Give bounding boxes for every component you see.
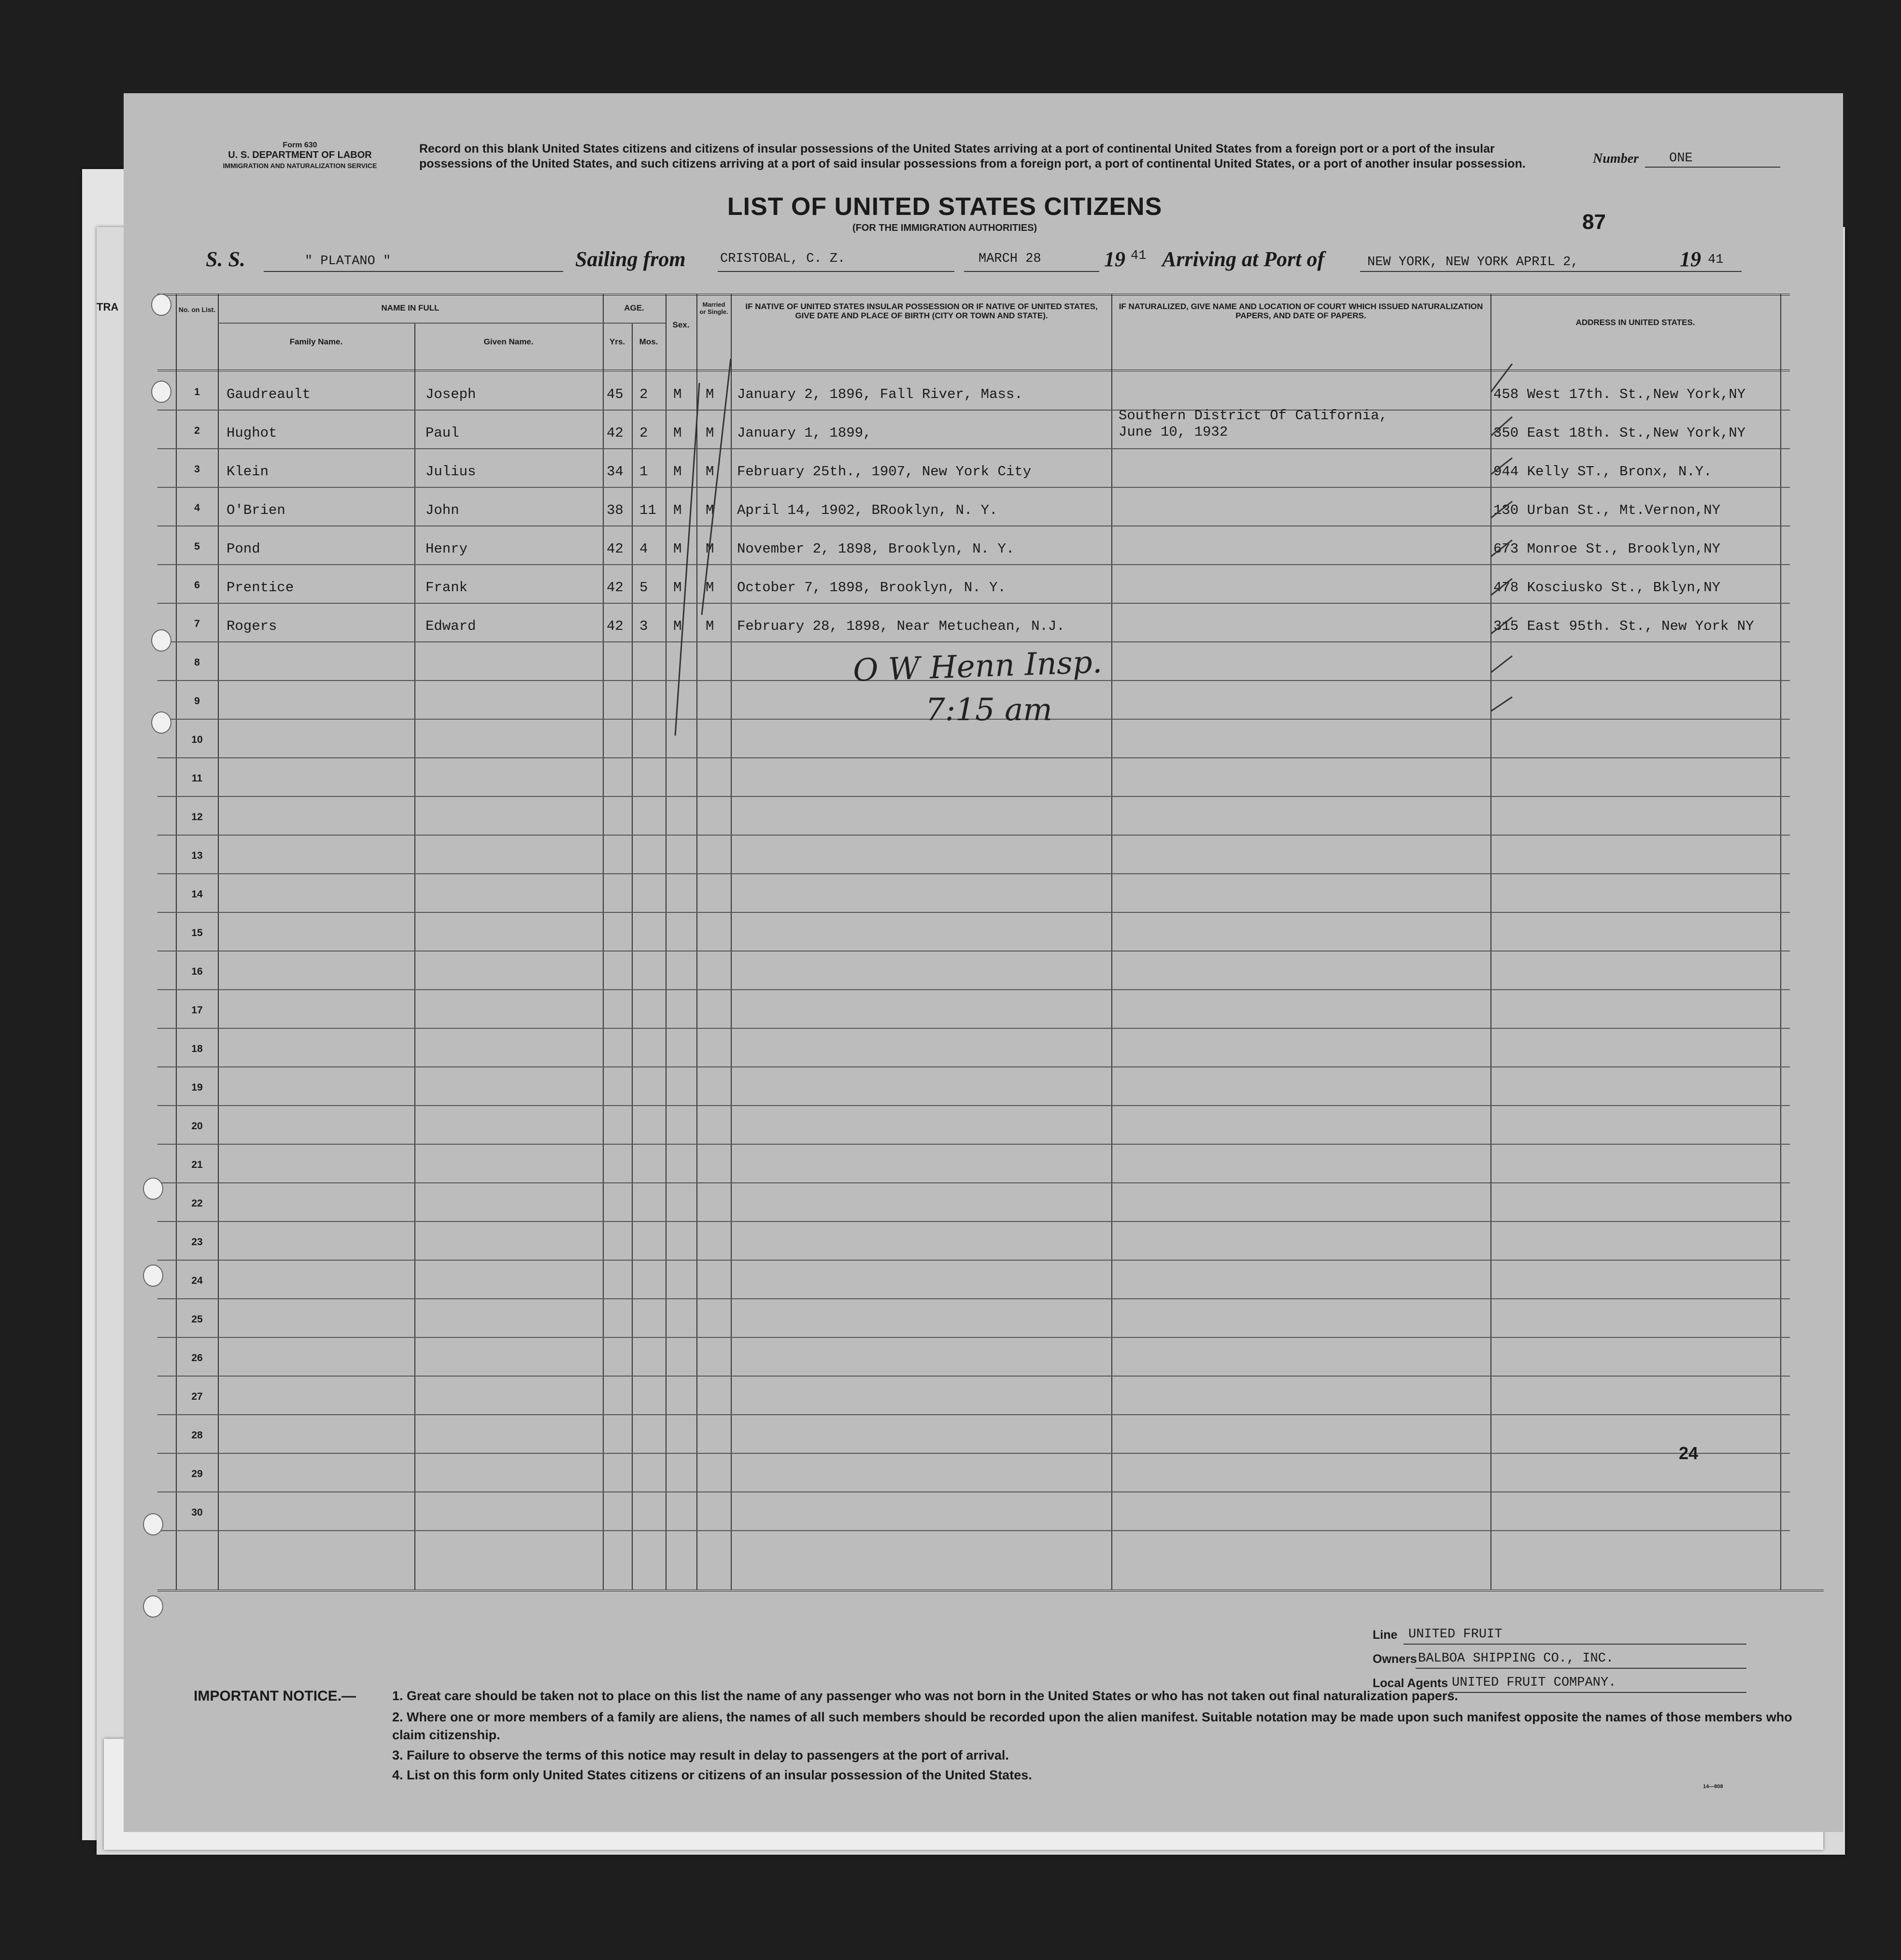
col-divider — [176, 294, 177, 1590]
notice-heading: IMPORTANT NOTICE.— — [194, 1688, 356, 1704]
address-cell: 478 Kosciusko St., Bklyn,NY — [1493, 580, 1720, 596]
row-rule — [157, 603, 1790, 604]
service-name: IMMIGRATION AND NATURALIZATION SERVICE — [223, 162, 377, 170]
row-rule — [157, 757, 1790, 758]
age-years-cell: 42 — [607, 580, 624, 596]
punch-hole — [151, 629, 171, 652]
row-number: 16 — [191, 966, 203, 977]
row-number: 25 — [191, 1314, 203, 1325]
age-months-cell: 5 — [639, 580, 648, 596]
marital-status-cell: M — [706, 502, 714, 518]
age-months-cell: 3 — [639, 618, 648, 634]
col-divider — [1780, 294, 1781, 1590]
family-name-cell: Pond — [227, 541, 260, 557]
family-name-cell: O'Brien — [227, 502, 285, 518]
given-name-cell: Henry — [426, 541, 468, 557]
birth-cell: April 14, 1902, BRooklyn, N. Y. — [737, 502, 998, 518]
col-header-age: AGE. — [624, 303, 644, 312]
line-underline — [1404, 1644, 1746, 1645]
punch-hole — [143, 1264, 163, 1287]
row-rule — [157, 1028, 1790, 1029]
citizen-list-form — [97, 93, 1843, 1832]
row-number: 30 — [191, 1507, 203, 1518]
row-number: 8 — [194, 657, 200, 668]
address-cell: 673 Monroe St., Brooklyn,NY — [1493, 541, 1720, 557]
row-number: 6 — [194, 580, 200, 591]
col-header-no: No. on List. — [178, 306, 216, 313]
sex-cell: M — [673, 464, 682, 480]
margin-note: 24 — [1679, 1443, 1699, 1463]
print-code: 14—808 — [1703, 1784, 1723, 1790]
address-cell: 315 East 95th. St., New York NY — [1493, 618, 1754, 634]
notice-item-4: 4. List on this form only United States citizens or citizens of an insular possession of the United States. — [392, 1768, 1032, 1782]
age-years-cell: 38 — [607, 502, 624, 518]
arrival-underline — [1360, 271, 1708, 272]
row-rule — [157, 1376, 1790, 1377]
given-name-cell: Frank — [426, 580, 468, 596]
marital-status-cell: M — [706, 580, 714, 596]
number-underline — [1645, 167, 1780, 168]
row-rule — [157, 641, 1790, 642]
page-subtitle: (FOR THE IMMIGRATION AUTHORITIES) — [852, 223, 1037, 233]
row-number: 5 — [194, 541, 200, 552]
punch-hole — [143, 1178, 163, 1200]
birth-cell: February 28, 1898, Near Metuchean, N.J. — [737, 618, 1065, 634]
ship-name: " PLATANO " — [305, 254, 391, 269]
naturalization-cell: June 10, 1932 — [1119, 424, 1228, 440]
naturalization-cell: Southern District Of California, — [1119, 408, 1388, 424]
age-months-cell: 4 — [639, 541, 648, 557]
row-number: 10 — [191, 734, 203, 745]
marital-status-cell: M — [706, 464, 714, 480]
row-rule — [157, 1260, 1790, 1261]
notice-item-3: 3. Failure to observe the terms of this notice may result in delay to passengers at the port of arrival. — [392, 1748, 1009, 1762]
row-number: 26 — [191, 1352, 203, 1363]
col-header-family: Family Name. — [289, 337, 343, 346]
given-name-cell: Edward — [426, 618, 476, 634]
row-number: 9 — [194, 696, 200, 707]
punch-hole — [151, 381, 171, 403]
date-underline — [964, 271, 1099, 272]
age-months-cell: 11 — [639, 502, 656, 518]
row-number: 1 — [194, 386, 200, 398]
number-label: Number — [1593, 151, 1639, 166]
birth-cell: October 7, 1898, Brooklyn, N. Y. — [737, 580, 1006, 596]
family-name-cell: Prentice — [227, 580, 294, 596]
sail-date: MARCH 28 — [979, 252, 1041, 266]
sailing-from-label: Sailing from — [575, 247, 686, 271]
address-cell: 458 West 17th. St.,New York,NY — [1493, 386, 1746, 402]
ss-label: S. S. — [206, 247, 245, 271]
row-number: 28 — [191, 1430, 203, 1441]
punch-hole — [151, 711, 171, 734]
table-header-rule — [157, 369, 1790, 371]
row-rule — [157, 487, 1790, 488]
punch-hole — [151, 294, 171, 316]
given-name-cell: John — [426, 502, 459, 518]
table-top-rule — [157, 294, 1790, 296]
side-mark: TRA — [97, 301, 119, 313]
col-header-address: ADDRESS IN UNITED STATES. — [1575, 318, 1695, 327]
row-rule — [157, 1066, 1790, 1067]
inspector-signature: O W Henn Insp. — [852, 644, 1103, 689]
row-number: 11 — [191, 773, 203, 784]
address-cell: 944 Kelly ST., Bronx, N.Y. — [1493, 464, 1712, 480]
sex-cell: M — [673, 386, 682, 402]
col-divider — [1111, 294, 1112, 1590]
age-months-cell: 1 — [639, 464, 648, 480]
record-instructions: Record on this blank United States citizens and citizens of insular possessions of the United States arriving at a port of continental United States from a foreign port or a port of the insular possessions of the United States, and such citizens arriving at a port of said insular possessions from a foreign port, a port of continental United States, or a port of another insular possession. — [419, 142, 1526, 170]
notice-item-1: 1. Great care should be taken not to place on this list the name of any passenger who was not born in the United States or who has not taken out final naturalization papers. — [392, 1689, 1458, 1703]
address-check-marks — [1490, 364, 1519, 750]
check-marks — [666, 354, 733, 750]
row-number: 7 — [194, 618, 200, 629]
arriving-label: Arriving at Port of — [1162, 247, 1325, 271]
sail-year-prefix: 19 — [1104, 247, 1125, 271]
row-number: 15 — [191, 927, 203, 938]
birth-cell: February 25th., 1907, New York City — [737, 464, 1032, 480]
name-subheader-rule — [218, 323, 666, 324]
row-number: 29 — [191, 1468, 203, 1479]
row-rule — [157, 410, 1790, 411]
birth-cell: January 2, 1896, Fall River, Mass. — [737, 386, 1023, 402]
row-rule — [157, 1105, 1790, 1106]
birth-cell: January 1, 1899, — [737, 425, 872, 441]
family-name-cell: Hughot — [227, 425, 277, 441]
age-years-cell: 42 — [607, 425, 624, 441]
col-header-birth: IF NATIVE OF UNITED STATES INSULAR POSSESSION OR IF NATIVE OF UNITED STATES, GIVE DATE AND PLACE OF BIRTH (CITY OR TOWN AND STATE). — [745, 302, 1098, 320]
owners-value: BALBOA SHIPPING CO., INC. — [1418, 1651, 1614, 1666]
birth-cell: November 2, 1898, Brooklyn, N. Y. — [737, 541, 1015, 557]
row-rule — [157, 1491, 1790, 1492]
age-years-cell: 42 — [607, 618, 624, 634]
row-number: 12 — [191, 811, 203, 823]
given-name-cell: Joseph — [426, 386, 476, 402]
row-number: 4 — [194, 502, 200, 513]
number-value: ONE — [1669, 151, 1693, 166]
col-header-naturalized: IF NATURALIZED, GIVE NAME AND LOCATION OF COURT WHICH ISSUED NATURALIZATION PAPERS, AND DATE OF PAPERS. — [1119, 302, 1483, 320]
agents-value: UNITED FRUIT COMPANY. — [1452, 1676, 1617, 1690]
age-years-cell: 42 — [607, 541, 624, 557]
sailing-underline — [718, 271, 954, 272]
row-rule — [157, 1337, 1790, 1338]
owners-label: Owners — [1373, 1652, 1417, 1666]
sex-cell: M — [673, 580, 682, 596]
row-rule — [157, 1298, 1790, 1299]
row-number: 17 — [191, 1005, 203, 1016]
table-bottom-rule — [157, 1590, 1824, 1591]
col-header-mos: Mos. — [639, 337, 658, 346]
row-number: 2 — [194, 425, 200, 436]
page-number: 87 — [1582, 210, 1606, 234]
row-rule — [157, 912, 1790, 913]
age-years-cell: 34 — [607, 464, 624, 480]
col-divider — [632, 323, 633, 1590]
line-label: Line — [1373, 1628, 1398, 1642]
col-header-yrs: Yrs. — [609, 337, 625, 346]
marital-status-cell: M — [706, 541, 714, 557]
sex-cell: M — [673, 425, 682, 441]
form-number: Form 630 — [283, 141, 317, 149]
row-number: 18 — [191, 1043, 203, 1054]
family-name-cell: Klein — [227, 464, 269, 480]
age-years-cell: 45 — [607, 386, 624, 402]
row-number: 14 — [191, 889, 203, 900]
punch-hole — [143, 1595, 163, 1618]
agents-label: Local Agents — [1373, 1676, 1448, 1690]
row-rule — [157, 989, 1790, 990]
marital-status-cell: M — [706, 425, 714, 441]
col-divider — [218, 294, 219, 1590]
row-rule — [157, 796, 1790, 797]
col-divider — [414, 323, 415, 1590]
row-number: 27 — [191, 1391, 203, 1402]
arrival-year-underline — [1703, 271, 1742, 272]
given-name-cell: Paul — [426, 425, 459, 441]
arrival-port: NEW YORK, NEW YORK APRIL 2, — [1367, 255, 1579, 270]
row-number: 19 — [191, 1082, 203, 1093]
row-rule — [157, 873, 1790, 874]
sailing-from: CRISTOBAL, C. Z. — [720, 252, 846, 266]
col-divider — [603, 294, 604, 1590]
row-number: 22 — [191, 1198, 203, 1209]
sex-cell: M — [673, 541, 682, 557]
arrival-year: 41 — [1708, 253, 1724, 267]
marital-status-cell: M — [706, 386, 714, 402]
address-cell: 350 East 18th. St.,New York,NY — [1493, 425, 1746, 441]
row-rule — [157, 951, 1790, 952]
row-rule — [157, 835, 1790, 836]
row-number: 23 — [191, 1236, 203, 1248]
col-header-married: Married or Single. — [699, 301, 728, 315]
row-rule — [157, 1453, 1790, 1454]
row-number: 20 — [191, 1121, 203, 1132]
page-title: LIST OF UNITED STATES CITIZENS — [727, 193, 1163, 221]
row-number: 13 — [191, 850, 203, 861]
row-rule — [157, 1144, 1790, 1145]
family-name-cell: Rogers — [227, 618, 277, 634]
row-number: 21 — [191, 1159, 203, 1170]
col-header-given: Given Name. — [483, 337, 534, 346]
address-cell: 130 Urban St., Mt.Vernon,NY — [1493, 502, 1720, 518]
owners-underline — [1416, 1668, 1746, 1669]
sex-cell: M — [673, 502, 682, 518]
sex-cell: M — [673, 618, 682, 634]
age-months-cell: 2 — [639, 425, 648, 441]
line-value: UNITED FRUIT — [1408, 1627, 1503, 1642]
row-rule — [157, 1530, 1790, 1531]
row-rule — [157, 564, 1790, 565]
inspection-time: 7:15 am — [925, 692, 1052, 728]
marital-status-cell: M — [706, 618, 714, 634]
row-number: 3 — [194, 464, 200, 475]
row-number: 24 — [191, 1275, 203, 1286]
row-rule — [157, 1221, 1790, 1222]
row-rule — [157, 1182, 1790, 1183]
given-name-cell: Julius — [426, 464, 476, 480]
row-rule — [157, 1414, 1790, 1415]
col-header-name: NAME IN FULL — [381, 303, 440, 312]
ship-underline — [264, 271, 563, 272]
family-name-cell: Gaudreault — [227, 386, 311, 402]
col-header-sex: Sex. — [672, 320, 690, 329]
row-rule — [157, 448, 1790, 449]
punch-hole — [143, 1513, 163, 1535]
arrival-year-prefix: 19 — [1680, 247, 1701, 271]
department-name: U. S. DEPARTMENT OF LABOR — [228, 150, 372, 160]
age-months-cell: 2 — [639, 386, 648, 402]
sail-year: 41 — [1131, 249, 1147, 263]
notice-item-2: 2. Where one or more members of a family are aliens, the names of all such members should be recorded upon the alien manifest. Suitable notation may be made upon such manifest opposite the names of those members who claim citizenship. — [392, 1710, 1792, 1742]
